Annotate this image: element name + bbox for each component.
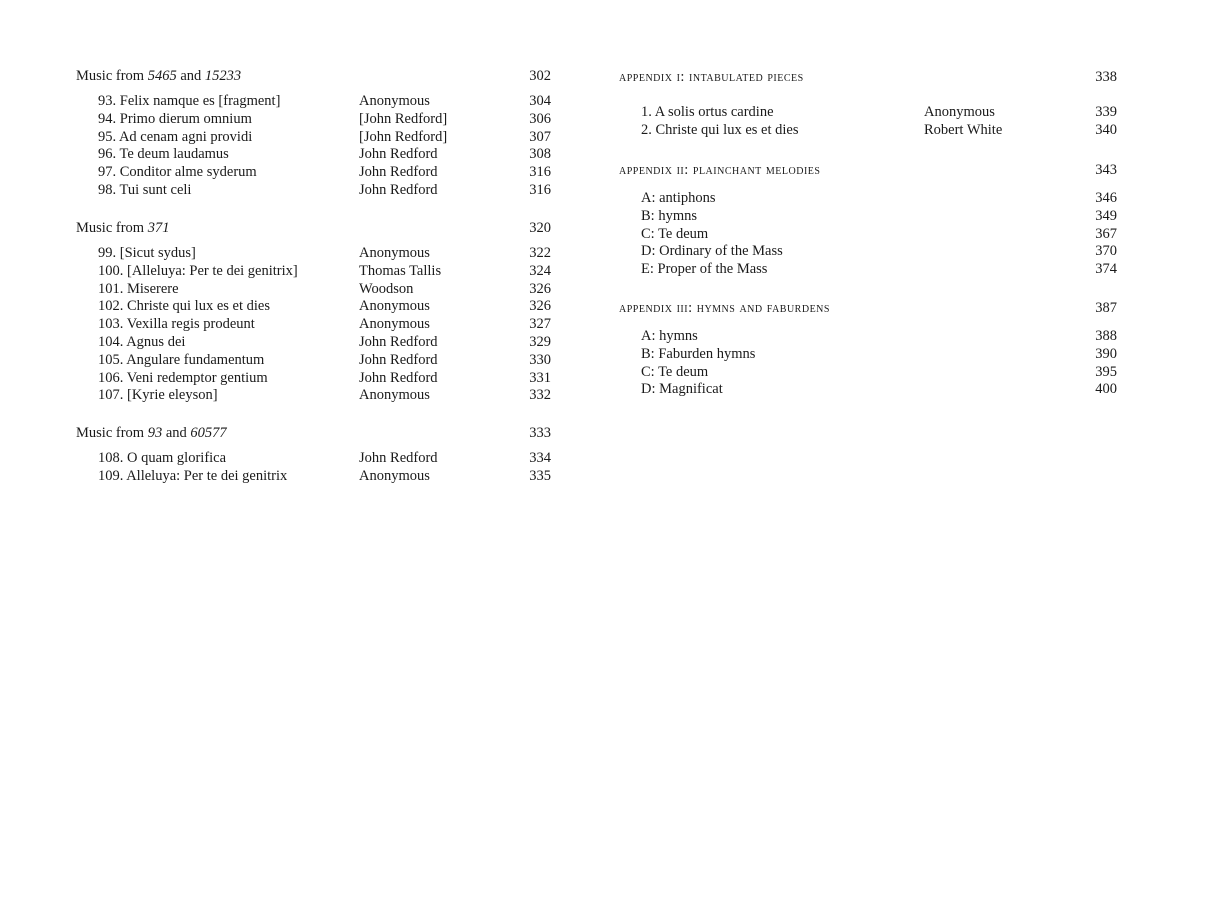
- entry-page: 324: [529, 262, 551, 279]
- entry-page: 326: [529, 280, 551, 297]
- entry-title: A: antiphons: [641, 190, 716, 206]
- entry-title: 100. [Alleluya: Per te dei genitrix]: [98, 262, 298, 279]
- toc-entry: [76, 450, 551, 468]
- entry-page: 329: [529, 333, 551, 350]
- section-heading-text: appendix i: intabulated pieces: [619, 69, 804, 85]
- entry-composer: John Redford: [359, 369, 438, 386]
- entry-title: 104. Agnus dei: [98, 333, 186, 350]
- section-heading-text: Music from 5465 and 15233: [76, 68, 242, 84]
- entry-composer: Anonymous: [359, 93, 430, 109]
- toc-entry: [76, 468, 551, 486]
- entry-page: 346: [1095, 190, 1117, 206]
- toc-entry: [76, 129, 551, 147]
- entry-title: 96. Te deum laudamus: [98, 146, 229, 163]
- entry-composer: John Redford: [359, 450, 438, 466]
- entry-page: 370: [1095, 243, 1117, 260]
- toc-entry: [76, 164, 551, 182]
- toc-entry: [76, 352, 551, 370]
- entry-composer: Robert White: [924, 121, 1003, 138]
- section-page-number: 338: [1095, 69, 1117, 85]
- entry-title: D: Ordinary of the Mass: [641, 243, 783, 260]
- entry-title: 109. Alleluya: Per te dei genitrix: [98, 467, 288, 484]
- entry-page: 367: [1095, 225, 1117, 242]
- section-heading: [76, 423, 551, 443]
- entry-title: 108. O quam glorifica: [98, 450, 227, 466]
- entry-page: 308: [529, 146, 551, 163]
- entry-title: 103. Vexilla regis prodeunt: [98, 316, 255, 333]
- toc-entry: [76, 281, 551, 299]
- entry-page: 322: [529, 245, 551, 261]
- toc-entry: [619, 208, 1117, 226]
- entry-composer: John Redford: [359, 164, 438, 181]
- section-music-from-93-60577: [76, 423, 551, 486]
- entry-page: 334: [529, 450, 551, 466]
- entry-title: 105. Angulare fundamentum: [98, 351, 265, 368]
- entry-page: 340: [1095, 121, 1117, 138]
- section-heading-text: Music from 371: [76, 220, 170, 236]
- entry-title: 94. Primo dierum omnium: [98, 110, 252, 127]
- entry-title: 106. Veni redemptor gentium: [98, 369, 268, 386]
- entry-title: C: Te deum: [641, 363, 709, 380]
- toc-entry: [76, 334, 551, 352]
- entry-composer: [John Redford]: [359, 128, 448, 145]
- entry-title: 2. Christe qui lux es et dies: [641, 121, 799, 138]
- section-page-number: 302: [529, 68, 551, 84]
- entry-title: B: Faburden hymns: [641, 345, 756, 362]
- entry-title: E: Proper of the Mass: [641, 261, 768, 278]
- section-appendix-2: [619, 160, 1117, 279]
- entry-title: 102. Christe qui lux es et dies: [98, 298, 270, 315]
- section-heading: [619, 67, 1117, 87]
- section-page-number: 320: [529, 220, 551, 236]
- toc-entry: [619, 346, 1117, 364]
- section-heading-text: appendix ii: plainchant melodies: [619, 162, 821, 178]
- entry-page: 374: [1095, 261, 1117, 278]
- entry-page: 400: [1095, 381, 1117, 398]
- entry-page: 339: [1095, 104, 1117, 120]
- section-heading-text: Music from 93 and 60577: [76, 425, 227, 441]
- section-heading: [619, 298, 1117, 318]
- entry-title: D: Magnificat: [641, 381, 723, 398]
- section-heading: [76, 218, 551, 238]
- section-appendix-1: [619, 67, 1117, 140]
- entry-title: 97. Conditor alme syderum: [98, 164, 257, 181]
- toc-entry: [76, 182, 551, 200]
- entry-composer: John Redford: [359, 351, 438, 368]
- toc-entry: [76, 387, 551, 405]
- entry-composer: Anonymous: [359, 316, 430, 333]
- entry-page: 316: [529, 181, 551, 198]
- entry-page: 335: [529, 467, 551, 484]
- entry-composer: John Redford: [359, 333, 438, 350]
- toc-entry: [619, 364, 1117, 382]
- entry-title: C: Te deum: [641, 225, 709, 242]
- section-music-from-5465-15233: [76, 66, 551, 200]
- toc-entry: [76, 316, 551, 334]
- toc-entry: [76, 93, 551, 111]
- section-page-number: 333: [529, 425, 551, 441]
- entry-title: A: hymns: [641, 328, 698, 344]
- entry-title: 107. [Kyrie eleyson]: [98, 387, 218, 404]
- toc-entry: [619, 104, 1117, 122]
- entry-page: 304: [529, 93, 551, 109]
- entry-composer: Anonymous: [924, 104, 995, 120]
- entry-page: 330: [529, 351, 551, 368]
- entry-title: 95. Ad cenam agni providi: [98, 128, 253, 145]
- section-page-number: 343: [1095, 162, 1117, 178]
- entry-title: 1. A solis ortus cardine: [641, 104, 774, 120]
- toc-entry: [76, 111, 551, 129]
- entry-title: B: hymns: [641, 207, 697, 224]
- entry-title: 101. Miserere: [98, 280, 179, 297]
- entry-composer: Thomas Tallis: [359, 262, 442, 279]
- toc-entry: [76, 146, 551, 164]
- entry-page: 327: [529, 316, 551, 333]
- toc-entry: [76, 298, 551, 316]
- entry-composer: Anonymous: [359, 245, 430, 261]
- entry-page: 349: [1095, 207, 1117, 224]
- entry-composer: John Redford: [359, 146, 438, 163]
- toc-entry: [619, 226, 1117, 244]
- toc-entry: [619, 328, 1117, 346]
- entry-page: 316: [529, 164, 551, 181]
- entry-composer: Woodson: [359, 280, 414, 297]
- section-heading: [619, 160, 1117, 180]
- entry-composer: [John Redford]: [359, 110, 448, 127]
- toc-entry: [619, 243, 1117, 261]
- section-appendix-3: [619, 298, 1117, 399]
- section-page-number: 387: [1095, 300, 1117, 316]
- entry-composer: Anonymous: [359, 387, 430, 404]
- entry-page: 331: [529, 369, 551, 386]
- entry-composer: Anonymous: [359, 467, 430, 484]
- section-music-from-371: [76, 218, 551, 405]
- toc-entry: [76, 245, 551, 263]
- entry-title: 98. Tui sunt celi: [98, 181, 192, 198]
- entry-page: 395: [1095, 363, 1117, 380]
- section-heading: [76, 66, 551, 86]
- entry-composer: John Redford: [359, 181, 438, 198]
- entry-page: 390: [1095, 345, 1117, 362]
- toc-entry: [619, 381, 1117, 399]
- toc-entry: [619, 122, 1117, 140]
- toc-entry: [76, 370, 551, 388]
- toc-entry: [619, 261, 1117, 279]
- section-heading-text: appendix iii: hymns and faburdens: [619, 300, 830, 316]
- toc-entry: [76, 263, 551, 281]
- entry-page: 326: [529, 298, 551, 315]
- entry-page: 306: [529, 110, 551, 127]
- entry-page: 332: [529, 387, 551, 404]
- entry-page: 307: [529, 128, 551, 145]
- entry-composer: Anonymous: [359, 298, 430, 315]
- entry-page: 388: [1095, 328, 1117, 344]
- toc-entry: [619, 190, 1117, 208]
- entry-title: 99. [Sicut sydus]: [98, 245, 196, 261]
- entry-title: 93. Felix namque es [fragment]: [98, 93, 281, 109]
